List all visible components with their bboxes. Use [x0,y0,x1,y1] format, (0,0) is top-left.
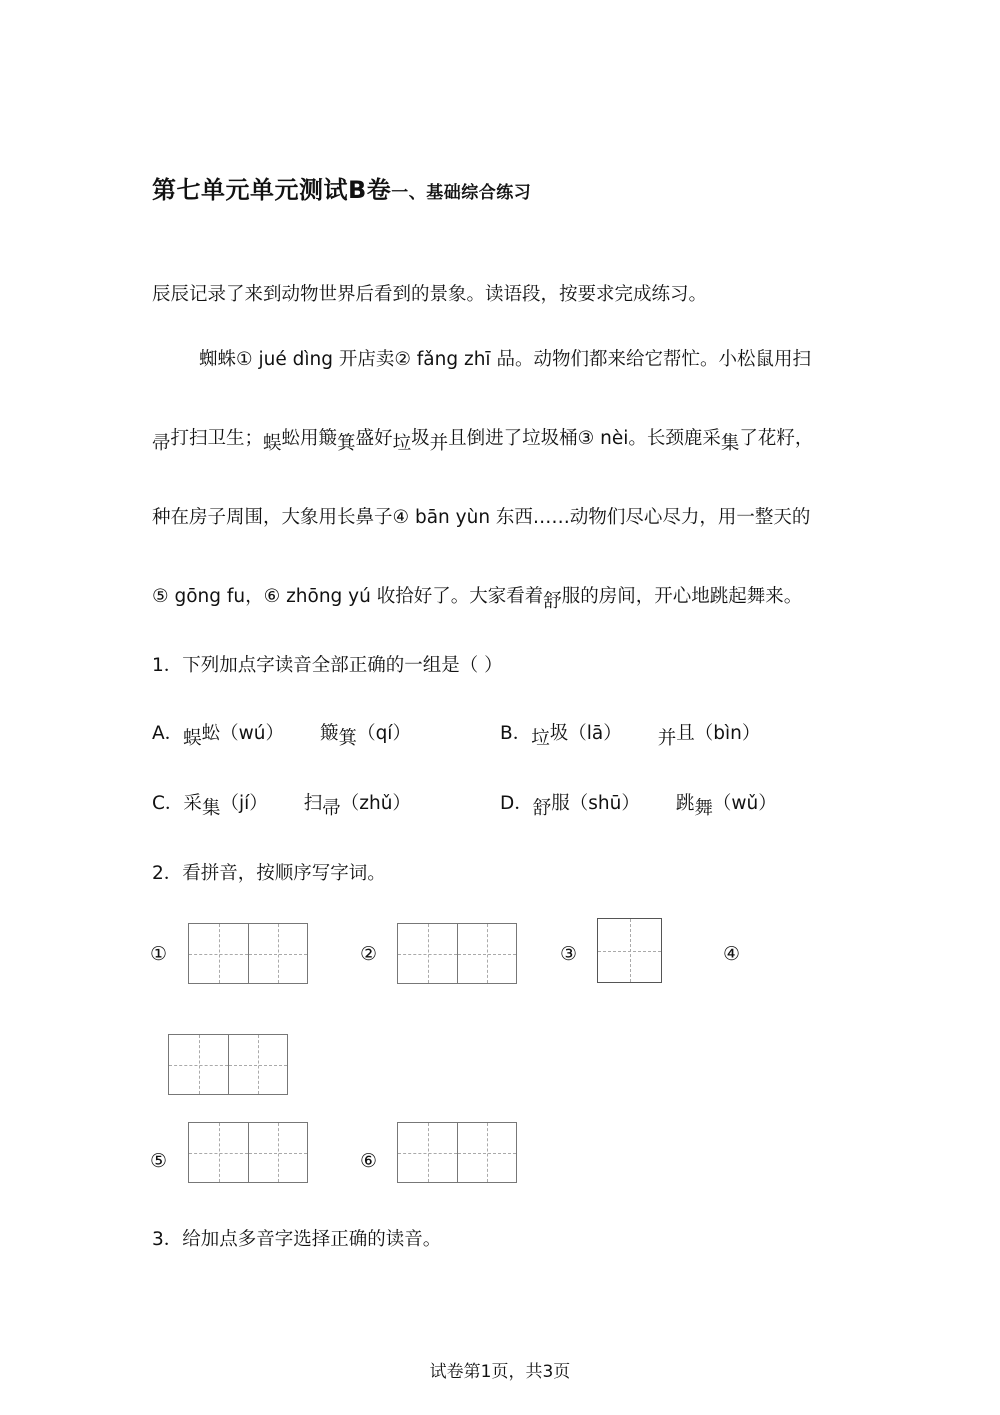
blank-label-1: ① [150,943,168,965]
section-heading: 一、基础综合练习 [391,183,532,203]
page-footer: 试卷第1页，共3页 [429,1362,571,1382]
writing-grid-3[interactable] [597,918,662,983]
title-main: 第七单元单元测试B卷 [152,176,392,204]
writing-grid-5[interactable] [188,1122,308,1183]
option-c[interactable]: C．采集（jí） 扫帚（zhǔ） [152,793,411,819]
option-d[interactable]: D．舒服（shū） 跳舞（wǔ） [500,793,777,819]
page-title [152,170,531,205]
question-3-stem: 3．给加点多音字选择正确的读音。 [152,1229,442,1250]
blank-label-4: ④ [723,943,741,965]
option-a[interactable]: A．蜈蚣（wú） 簸箕（qí） [152,723,411,749]
blank-label-5: ⑤ [150,1150,168,1172]
blank-label-2: ② [360,943,378,965]
passage-line-3: 种在房子周围，大象用长鼻子④ bān yùn 东西……动物们尽心尽力，用一整天的 [152,507,811,528]
blank-label-3: ③ [560,943,578,965]
passage-line-4: ⑤ gōng fu，⑥ zhōng yú 收拾好了。大家看着舒服的房间，开心地跳起舞来。 [152,586,803,612]
writing-grid-6[interactable] [397,1122,517,1183]
blank-label-6: ⑥ [360,1150,378,1172]
passage-line-1: 蜘蛛① jué dìng 开店卖② fǎng zhī 品。动物们都来给它帮忙。小松鼠用扫 [199,349,811,370]
question-1-stem: 1．下列加点字读音全部正确的一组是（ ） [152,655,503,676]
writing-grid-1[interactable] [188,923,308,984]
intro-text: 辰辰记录了来到动物世界后看到的景象。读语段，按要求完成练习。 [152,284,708,305]
option-b[interactable]: B．垃圾（lā） 并且（bìn） [500,723,761,749]
writing-grid-2[interactable] [397,923,517,984]
passage-line-2: 帚打扫卫生；蜈蚣用簸箕盛好垃圾并且倒进了垃圾桶③ nèi。长颈鹿采集了花籽， [152,428,814,454]
writing-grid-4[interactable] [168,1034,288,1095]
question-2-stem: 2．看拼音，按顺序写字词。 [152,863,386,884]
